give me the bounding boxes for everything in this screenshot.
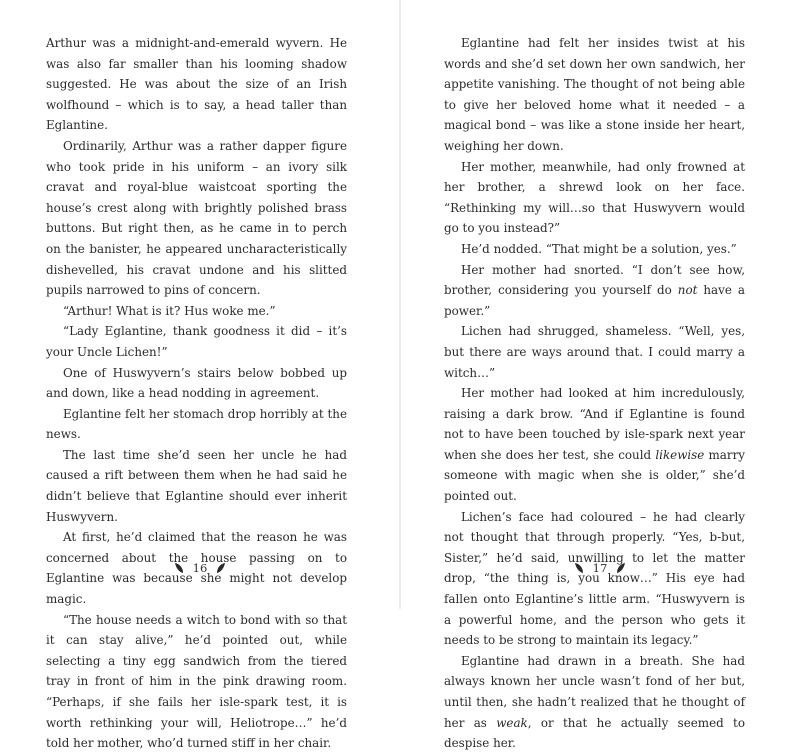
paragraph: At first, he’d claimed that the reason he was concerned about the house passing on to Eglantine was because she might not develop magic. (46, 530, 347, 607)
paragraph: “The house needs a witch to bond with so that it can stay alive,” he’d pointed out, while selecting a tiny egg sandwich from the tiered tray in front of him in the pink drawing room. “Perhaps, if she fails her isle-spark test, it is worth rethinking your will, Heliotrope…” he’d told her mother, who’d turned stiff in her chair. (46, 612, 347, 751)
paragraph (444, 651, 745, 754)
leaf-icon (616, 562, 626, 574)
leaf-icon (216, 562, 226, 574)
page-number: 16 (192, 561, 208, 575)
paragraph: “Arthur! What is it? Hus woke me.” (63, 303, 276, 318)
paragraph (444, 383, 745, 507)
paragraph (444, 260, 745, 322)
paragraph: Arthur was a midnight-and-emerald wyvern. He was also far smaller than his looming shadow suggested. He was about the size of an Irish wolfhound – which is to say, a head taller than Eglantine. (46, 36, 347, 133)
emphasis: not (677, 283, 698, 298)
leaf-icon (574, 562, 584, 574)
text-run: , or that he actually seemed to despise her. (444, 715, 745, 751)
page-footer (0, 559, 400, 576)
page-number: 17 (592, 561, 608, 575)
paragraph: Lichen’s face had coloured – he had clearly not thought that through properly. “Yes, b-but, Sister,” he’d said, unwilling to let the matter drop, “the thing is, you know…” His eye had fallen onto Eglantine’s little arm. “Huswyvern is a powerful home, and the person who gets it needs to be strong to maintain its legacy.” (444, 509, 745, 648)
text-run: Her mother had looked at him incredulously, raising a dark brow. “And if Eglantine is found not to have been touched by isle-spark next year when she does her test, she could (444, 386, 745, 462)
paragraph: He’d nodded. “That might be a solution, yes.” (461, 241, 737, 256)
paragraph: One of Huswyvern’s stairs below bobbed up and down, like a head nodding in agreement. (46, 365, 347, 401)
right-page-text (444, 33, 745, 754)
text-run: Eglantine had drawn in a breath. She had always known her uncle wasn’t fond of her but, until then, she hadn’t realized that he thought of her as (444, 653, 745, 730)
leaf-icon (174, 562, 184, 574)
paragraph: The last time she’d seen her uncle he had caused a rift between them when he had said he didn’t believe that Eglantine should ever inherit Huswyvern. (46, 447, 347, 524)
page-footer (400, 559, 800, 576)
paragraph: Lichen had shrugged, shameless. “Well, yes, but there are ways around that. I could marry a witch…” (444, 324, 745, 380)
paragraph: Eglantine had felt her insides twist at his words and she’d set down her own sandwich, her appetite vanishing. The thought of not being able to give her beloved home what it needed – a magical bond – was like a stone inside her heart, weighing her down. (444, 36, 745, 153)
text-run: marry someone with magic when she is older,” she’d pointed out. (444, 447, 745, 504)
paragraph: Eglantine felt her stomach drop horribly at the news. (46, 406, 347, 442)
emphasis: weak (496, 715, 528, 730)
text-run: Her mother had snorted. “I don’t see how, brother, considering you yourself do (444, 262, 745, 298)
right-page (400, 0, 800, 751)
paragraph: Ordinarily, Arthur was a rather dapper figure who took pride in his uniform – an ivory silk cravat and royal-blue waistcoat sporting the house’s crest along with brightly polished brass buttons. But right then, as he came in to perch on the banister, he appeared uncharacteristically dishevelled, his cravat undone and his slitted pupils narrowed to pins of concern. (46, 138, 347, 298)
text-run: have a power.” (444, 283, 745, 318)
left-page (0, 0, 400, 751)
paragraph: “Lady Eglantine, thank goodness it did – it’s your Uncle Lichen!” (46, 324, 347, 359)
left-page-text (46, 33, 347, 754)
emphasis: likewise (655, 447, 705, 462)
paragraph: Her mother, meanwhile, had only frowned at her brother, a shrewd look on her face. “Rethinking my will…so that Huswyvern would go to you instead?” (444, 159, 745, 236)
